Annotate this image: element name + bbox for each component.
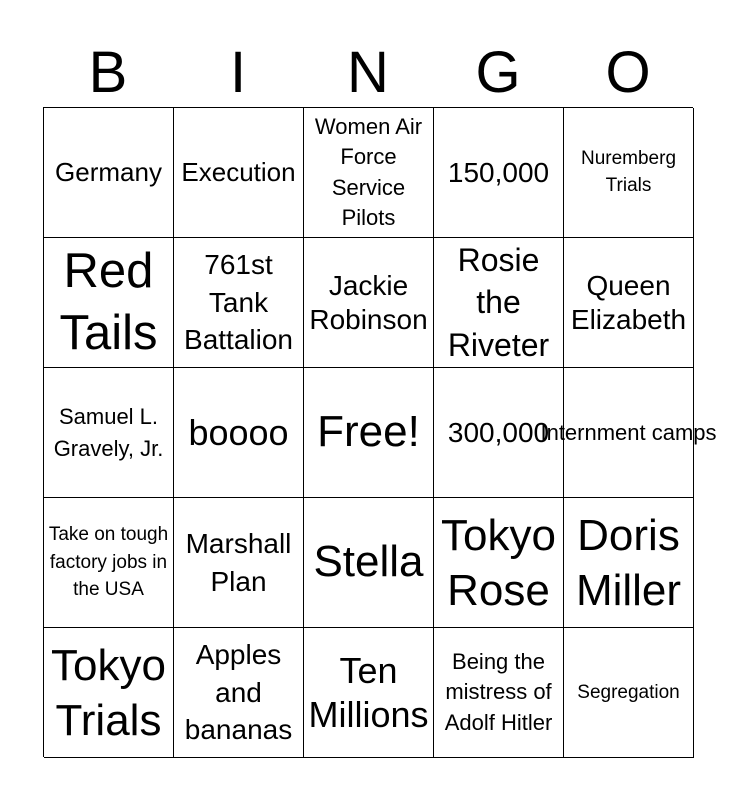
cell-text: Segregation [577,681,680,703]
bingo-cell-r2-c5[interactable] [564,238,694,368]
bingo-cell-r3-c1[interactable] [44,368,174,498]
cell-text: Apples and bananas [184,638,293,746]
cell-text: Execution [181,156,296,187]
bingo-cell-r2-c2[interactable] [174,238,304,368]
bingo-cell-r5-c2[interactable] [174,628,304,758]
cell-text: Rosie the Riveter [447,242,550,363]
header-letter-g: G [475,40,521,105]
bingo-header [43,40,693,106]
cell-text: boooo [188,411,289,453]
bingo-cell-r2-c3[interactable] [304,238,434,368]
cell-text: Take on tough factory jobs in the USA [48,524,169,601]
bingo-cell-r5-c3[interactable] [304,628,434,758]
cell-text: Free! [317,407,420,457]
bingo-cell-r5-c4[interactable] [434,628,564,758]
cell-text: Ten Millions [308,649,429,735]
header-letter-i: I [229,40,247,105]
bingo-cell-r4-c5[interactable] [564,498,694,628]
cell-text: 150,000 [447,156,550,188]
bingo-cell-r5-c5[interactable] [564,628,694,758]
bingo-cell-r2-c1[interactable] [44,238,174,368]
cell-text: Germany [55,156,162,187]
cell-text: Jackie Robinson [309,269,428,335]
cell-text: Stella [313,537,424,587]
bingo-cell-r4-c3[interactable] [304,498,434,628]
bingo-cell-r1-c4[interactable] [434,108,564,238]
bingo-cell-r1-c2[interactable] [174,108,304,238]
bingo-cell-r1-c1[interactable] [44,108,174,238]
cell-text: 761st Tank Battalion [184,248,293,356]
bingo-cell-r3-c3[interactable] [304,368,434,498]
cell-text: Queen Elizabeth [570,269,687,335]
cell-text: Women Air Force Service Pilots [314,114,423,230]
bingo-cell-r2-c4[interactable] [434,238,564,368]
bingo-cell-r4-c1[interactable] [44,498,174,628]
cell-text: Doris Miller [575,510,682,615]
cell-text: 300,000 [447,416,550,448]
cell-text: Marshall Plan [185,527,292,597]
cell-text: Nuremberg Trials [580,147,677,196]
header-letter-b: B [88,40,128,105]
bingo-cell-r4-c2[interactable] [174,498,304,628]
cell-text: Internment camps [540,419,717,445]
bingo-cell-r4-c4[interactable] [434,498,564,628]
bingo-cell-r5-c1[interactable] [44,628,174,758]
bingo-cell-r3-c5[interactable] [540,368,717,498]
cell-text: Red Tails [59,244,158,360]
cell-text: Tokyo Rose [441,510,556,615]
cell-text: Samuel L. Gravely, Jr. [53,403,164,461]
bingo-card [43,107,717,757]
bingo-cell-r1-c3[interactable] [304,108,434,238]
header-letter-n: N [347,40,389,105]
cell-text: Being the mistress of Adolf Hitler [444,649,553,735]
cell-text: Tokyo Trials [51,640,166,745]
header-letter-o: O [605,40,651,105]
bingo-cell-r3-c2[interactable] [174,368,304,498]
bingo-cell-r1-c5[interactable] [564,108,694,238]
